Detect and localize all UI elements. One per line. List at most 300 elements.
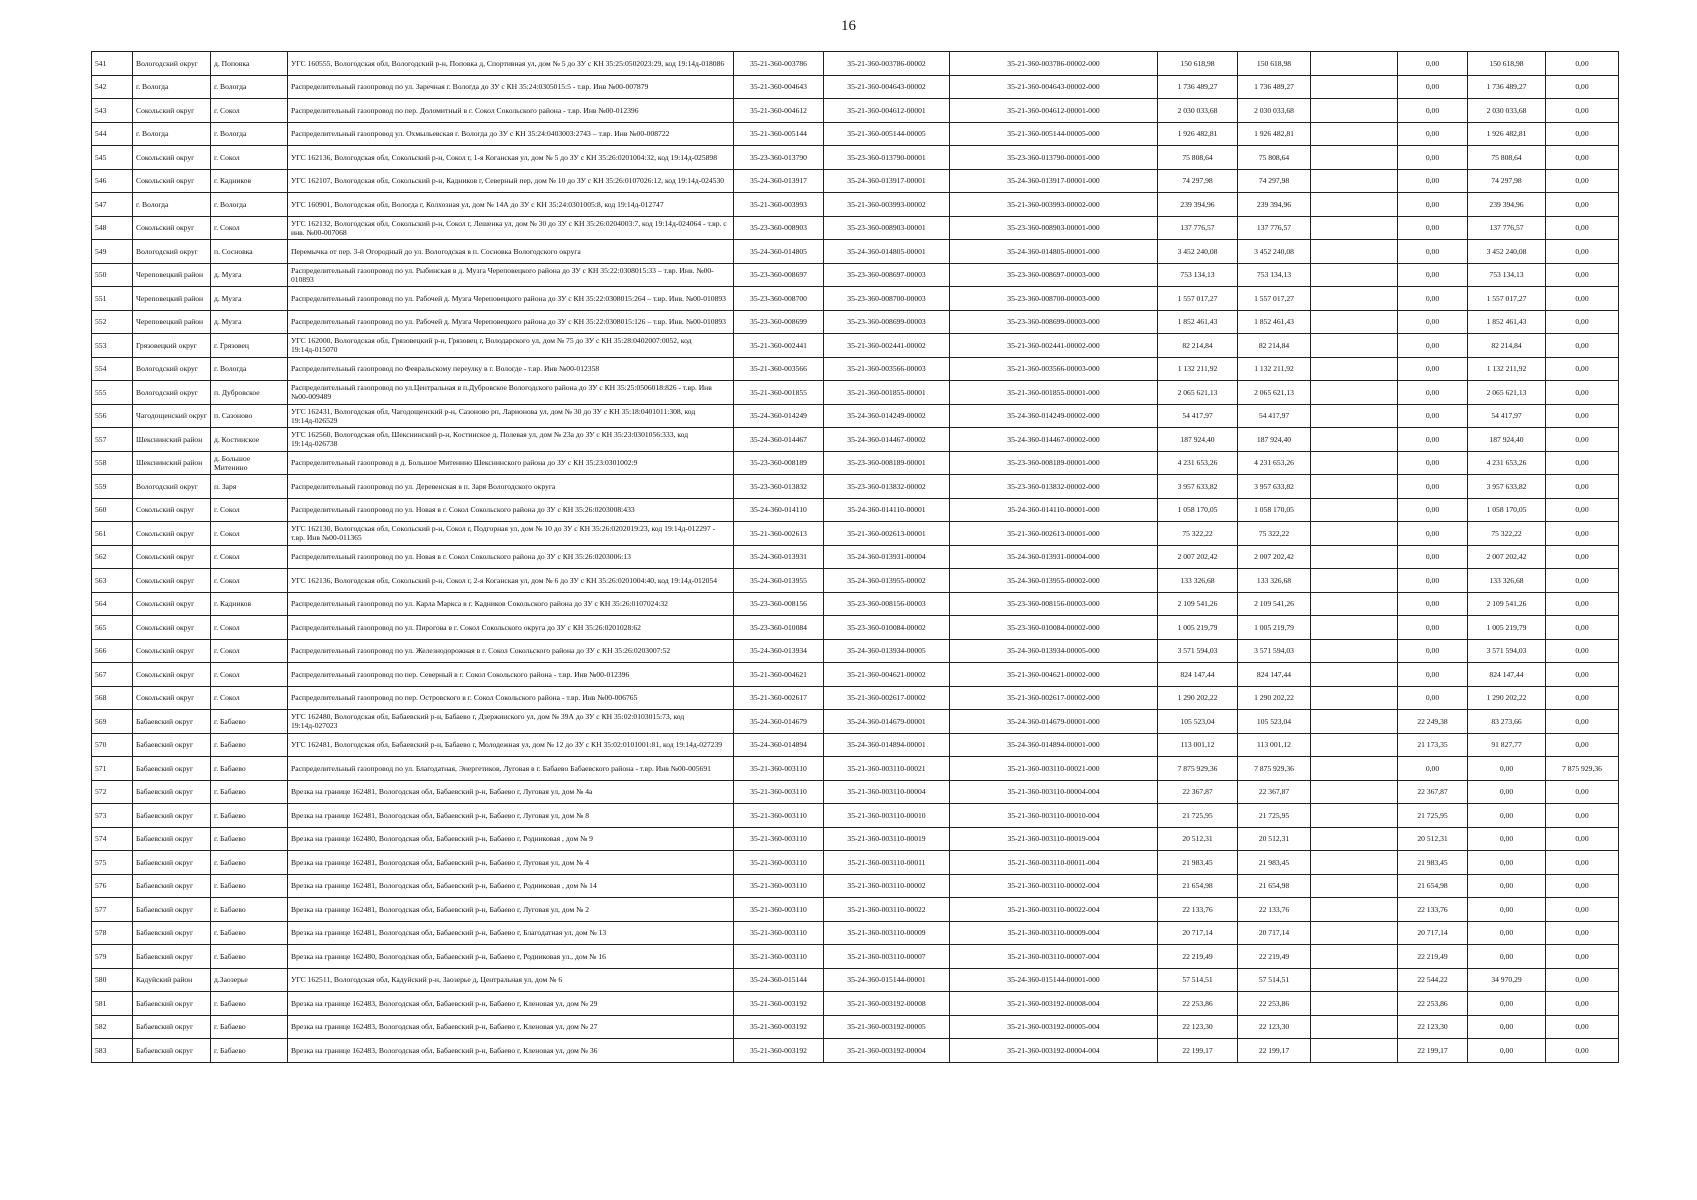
initial-cost-cell: 75 322,22 bbox=[1158, 522, 1238, 546]
object-description-cell: Врезка на границе 162481, Вологодская обл, Бабаевский р-н, Бабаево г, Родниковая , дом № 14 bbox=[288, 874, 734, 898]
object-description-cell: УГС 162560, Вологодская обл, Шекснинский р-н, Костинское д, Полевая ул, дом № 23а до ЗУ с КН 35:23:0301056:333, код 19:14д-026738 bbox=[288, 428, 734, 452]
initial-cost-cell: 74 297,98 bbox=[1158, 169, 1238, 193]
table-row bbox=[92, 757, 1619, 781]
municipality-cell: Вологодский округ bbox=[133, 52, 211, 76]
initial-cost-cell: 133 326,68 bbox=[1158, 569, 1238, 593]
object-code-cell: 35-23-360-008699-00003 bbox=[824, 310, 950, 334]
initial-cost-cell: 187 924,40 bbox=[1158, 428, 1238, 452]
cost-part-3-cell: 7 875 929,36 bbox=[1546, 757, 1619, 781]
object-code-cell: 35-24-360-014894-00001 bbox=[824, 733, 950, 757]
object-code-cell: 35-21-360-004621-00002 bbox=[824, 663, 950, 687]
object-code-cell: 35-21-360-002613-00001 bbox=[824, 522, 950, 546]
municipality-cell: Бабаевский округ bbox=[133, 1039, 211, 1063]
object-full-code-cell: 35-21-360-003110-00011-004 bbox=[950, 851, 1158, 875]
municipality-cell: Сокольский округ bbox=[133, 169, 211, 193]
object-full-code-cell: 35-24-360-013955-00002-000 bbox=[950, 569, 1158, 593]
cost-part-1-cell: 0,00 bbox=[1398, 592, 1468, 616]
settlement-cell: г. Бабаево bbox=[211, 804, 288, 828]
cost-part-3-cell: 0,00 bbox=[1546, 968, 1619, 992]
table-row bbox=[92, 1039, 1619, 1063]
cost-part-3-cell: 0,00 bbox=[1546, 381, 1619, 405]
settlement-cell: г. Вологда bbox=[211, 193, 288, 217]
row-number: 570 bbox=[92, 733, 133, 757]
total-cost-cell: 22 133,76 bbox=[1238, 898, 1311, 922]
object-code-cell: 35-24-360-013955-00002 bbox=[824, 569, 950, 593]
empty-cost-cell bbox=[1311, 992, 1398, 1016]
object-full-code-cell: 35-21-360-003110-00021-000 bbox=[950, 757, 1158, 781]
empty-cost-cell bbox=[1311, 522, 1398, 546]
settlement-cell: д. Костинское bbox=[211, 428, 288, 452]
empty-cost-cell bbox=[1311, 475, 1398, 499]
initial-cost-cell: 1 926 482,81 bbox=[1158, 122, 1238, 146]
table-row bbox=[92, 804, 1619, 828]
row-number: 553 bbox=[92, 334, 133, 358]
object-description-cell: Распределительный газопровод по ул. Новая в г. Сокол Сокольского района до ЗУ с КН 35:26:0203006:13 bbox=[288, 545, 734, 569]
total-cost-cell: 1 058 170,05 bbox=[1238, 498, 1311, 522]
table-row bbox=[92, 75, 1619, 99]
settlement-cell: г. Сокол bbox=[211, 569, 288, 593]
object-full-code-cell: 35-21-360-001855-00001-000 bbox=[950, 381, 1158, 405]
initial-cost-cell: 1 058 170,05 bbox=[1158, 498, 1238, 522]
inventory-number-cell: 35-21-360-003786 bbox=[734, 52, 824, 76]
empty-cost-cell bbox=[1311, 99, 1398, 123]
table-row bbox=[92, 898, 1619, 922]
cost-part-3-cell: 0,00 bbox=[1546, 1039, 1619, 1063]
table-row bbox=[92, 616, 1619, 640]
municipality-cell: Сокольский округ bbox=[133, 592, 211, 616]
object-description-cell: Врезка на границе 162480, Вологодская обл, Бабаевский р-н, Бабаево г, Родниковая , дом № 9 bbox=[288, 827, 734, 851]
object-description-cell: УГС 160555, Вологодская обл, Вологодский р-н, Поповка д, Спортивная ул, дом № 5 до ЗУ с КН 35:25:0502023:29, код 19:14д-018086 bbox=[288, 52, 734, 76]
row-number: 562 bbox=[92, 545, 133, 569]
empty-cost-cell bbox=[1311, 310, 1398, 334]
table-row bbox=[92, 874, 1619, 898]
cost-part-3-cell: 0,00 bbox=[1546, 663, 1619, 687]
empty-cost-cell bbox=[1311, 263, 1398, 287]
cost-part-2-cell: 0,00 bbox=[1468, 874, 1546, 898]
cost-part-2-cell: 0,00 bbox=[1468, 898, 1546, 922]
initial-cost-cell: 22 199,17 bbox=[1158, 1039, 1238, 1063]
object-full-code-cell: 35-21-360-003993-00002-000 bbox=[950, 193, 1158, 217]
total-cost-cell: 21 654,98 bbox=[1238, 874, 1311, 898]
object-description-cell: Распределительный газопровод по пер. Островского в г. Сокол Сокольского района - т.вр. Инв №00-006765 bbox=[288, 686, 734, 710]
table-row bbox=[92, 498, 1619, 522]
cost-part-1-cell: 21 983,45 bbox=[1398, 851, 1468, 875]
inventory-number-cell: 35-24-360-013931 bbox=[734, 545, 824, 569]
cost-part-2-cell: 75 322,22 bbox=[1468, 522, 1546, 546]
inventory-number-cell: 35-23-360-013790 bbox=[734, 146, 824, 170]
initial-cost-cell: 150 618,98 bbox=[1158, 52, 1238, 76]
settlement-cell: г. Бабаево bbox=[211, 945, 288, 969]
cost-part-3-cell: 0,00 bbox=[1546, 169, 1619, 193]
row-number: 575 bbox=[92, 851, 133, 875]
empty-cost-cell bbox=[1311, 921, 1398, 945]
initial-cost-cell: 21 654,98 bbox=[1158, 874, 1238, 898]
settlement-cell: п. Сосновка bbox=[211, 240, 288, 264]
object-description-cell: УГС 162431, Вологодская обл, Чагодощенский р-н, Сазоново рп, Ларионова ул, дом № 30 до ЗУ с КН 35:18:0401011:308, код 19:14д-026529 bbox=[288, 404, 734, 428]
initial-cost-cell: 54 417,97 bbox=[1158, 404, 1238, 428]
total-cost-cell: 22 199,17 bbox=[1238, 1039, 1311, 1063]
object-description-cell: УГС 162000, Вологодская обл, Грязовецкий р-н, Грязовец г, Володарского ул, дом № 75 до ЗУ с КН 35:28:0402007:0052, код 19:14д-015070 bbox=[288, 334, 734, 358]
empty-cost-cell bbox=[1311, 592, 1398, 616]
inventory-number-cell: 35-21-360-003110 bbox=[734, 780, 824, 804]
table-row bbox=[92, 710, 1619, 734]
cost-part-2-cell: 0,00 bbox=[1468, 804, 1546, 828]
total-cost-cell: 1 926 482,81 bbox=[1238, 122, 1311, 146]
empty-cost-cell bbox=[1311, 804, 1398, 828]
cost-part-2-cell: 82 214,84 bbox=[1468, 334, 1546, 358]
row-number: 582 bbox=[92, 1015, 133, 1039]
total-cost-cell: 20 512,31 bbox=[1238, 827, 1311, 851]
settlement-cell: г. Бабаево bbox=[211, 898, 288, 922]
inventory-number-cell: 35-24-360-014805 bbox=[734, 240, 824, 264]
row-number: 576 bbox=[92, 874, 133, 898]
cost-part-2-cell: 54 417,97 bbox=[1468, 404, 1546, 428]
empty-cost-cell bbox=[1311, 498, 1398, 522]
table-row bbox=[92, 733, 1619, 757]
row-number: 557 bbox=[92, 428, 133, 452]
total-cost-cell: 22 253,86 bbox=[1238, 992, 1311, 1016]
inventory-number-cell: 35-21-360-003110 bbox=[734, 804, 824, 828]
settlement-cell: г. Сокол bbox=[211, 545, 288, 569]
cost-part-1-cell: 0,00 bbox=[1398, 522, 1468, 546]
settlement-cell: г. Бабаево bbox=[211, 757, 288, 781]
object-full-code-cell: 35-21-360-003566-00003-000 bbox=[950, 357, 1158, 381]
settlement-cell: г. Грязовец bbox=[211, 334, 288, 358]
total-cost-cell: 2 007 202,42 bbox=[1238, 545, 1311, 569]
cost-part-3-cell: 0,00 bbox=[1546, 545, 1619, 569]
initial-cost-cell: 21 983,45 bbox=[1158, 851, 1238, 875]
municipality-cell: Сокольский округ bbox=[133, 663, 211, 687]
cost-part-3-cell: 0,00 bbox=[1546, 75, 1619, 99]
initial-cost-cell: 22 367,87 bbox=[1158, 780, 1238, 804]
initial-cost-cell: 239 394,96 bbox=[1158, 193, 1238, 217]
empty-cost-cell bbox=[1311, 545, 1398, 569]
municipality-cell: Бабаевский округ bbox=[133, 992, 211, 1016]
object-full-code-cell: 35-21-360-003786-00002-000 bbox=[950, 52, 1158, 76]
inventory-number-cell: 35-24-360-014679 bbox=[734, 710, 824, 734]
cost-part-3-cell: 0,00 bbox=[1546, 428, 1619, 452]
initial-cost-cell: 1 736 489,27 bbox=[1158, 75, 1238, 99]
object-code-cell: 35-21-360-003993-00002 bbox=[824, 193, 950, 217]
cost-part-1-cell: 22 219,49 bbox=[1398, 945, 1468, 969]
inventory-number-cell: 35-21-360-003566 bbox=[734, 357, 824, 381]
inventory-number-cell: 35-21-360-003110 bbox=[734, 757, 824, 781]
table-row bbox=[92, 122, 1619, 146]
row-number: 555 bbox=[92, 381, 133, 405]
cost-part-1-cell: 0,00 bbox=[1398, 193, 1468, 217]
object-full-code-cell: 35-21-360-003110-00009-004 bbox=[950, 921, 1158, 945]
settlement-cell: г. Сокол bbox=[211, 498, 288, 522]
total-cost-cell: 3 957 633,82 bbox=[1238, 475, 1311, 499]
total-cost-cell: 54 417,97 bbox=[1238, 404, 1311, 428]
cost-part-1-cell: 0,00 bbox=[1398, 334, 1468, 358]
municipality-cell: Сокольский округ bbox=[133, 686, 211, 710]
cost-part-3-cell: 0,00 bbox=[1546, 310, 1619, 334]
table-row bbox=[92, 52, 1619, 76]
cost-part-3-cell: 0,00 bbox=[1546, 921, 1619, 945]
settlement-cell: г. Сокол bbox=[211, 639, 288, 663]
cost-part-1-cell: 0,00 bbox=[1398, 428, 1468, 452]
initial-cost-cell: 1 005 219,79 bbox=[1158, 616, 1238, 640]
settlement-cell: д.Заозерье bbox=[211, 968, 288, 992]
table-row bbox=[92, 639, 1619, 663]
initial-cost-cell: 113 001,12 bbox=[1158, 733, 1238, 757]
row-number: 569 bbox=[92, 710, 133, 734]
municipality-cell: Вологодский округ bbox=[133, 240, 211, 264]
municipality-cell: Череповецкий район bbox=[133, 287, 211, 311]
object-description-cell: Распределительный газопровод по пер. Доломитный в г. Сокол Сокольского района - т.вр. Инв №00-012396 bbox=[288, 99, 734, 123]
object-code-cell: 35-24-360-014110-00001 bbox=[824, 498, 950, 522]
object-code-cell: 35-23-360-008189-00001 bbox=[824, 451, 950, 475]
empty-cost-cell bbox=[1311, 334, 1398, 358]
row-number: 563 bbox=[92, 569, 133, 593]
municipality-cell: Бабаевский округ bbox=[133, 851, 211, 875]
total-cost-cell: 1 290 202,22 bbox=[1238, 686, 1311, 710]
object-description-cell: УГС 162136, Вологодская обл, Сокольский р-н, Сокол г, 2-я Коганская ул, дом № 6 до ЗУ с КН 35:26:0201004:40, код 19:14д-012054 bbox=[288, 569, 734, 593]
total-cost-cell: 3 452 240,08 bbox=[1238, 240, 1311, 264]
initial-cost-cell: 2 065 621,13 bbox=[1158, 381, 1238, 405]
object-description-cell: Врезка на границе 162483, Вологодская обл, Бабаевский р-н, Бабаево г, Кленовая ул, дом № 29 bbox=[288, 992, 734, 1016]
table-row bbox=[92, 169, 1619, 193]
table-row bbox=[92, 240, 1619, 264]
object-full-code-cell: 35-21-360-004612-00001-000 bbox=[950, 99, 1158, 123]
initial-cost-cell: 2 109 541,26 bbox=[1158, 592, 1238, 616]
initial-cost-cell: 4 231 653,26 bbox=[1158, 451, 1238, 475]
object-full-code-cell: 35-23-360-010084-00002-000 bbox=[950, 616, 1158, 640]
cost-part-3-cell: 0,00 bbox=[1546, 193, 1619, 217]
object-code-cell: 35-21-360-003110-00009 bbox=[824, 921, 950, 945]
object-code-cell: 35-21-360-003110-00004 bbox=[824, 780, 950, 804]
cost-part-2-cell: 1 557 017,27 bbox=[1468, 287, 1546, 311]
object-code-cell: 35-23-360-013832-00002 bbox=[824, 475, 950, 499]
settlement-cell: г. Бабаево bbox=[211, 921, 288, 945]
cost-part-1-cell: 0,00 bbox=[1398, 757, 1468, 781]
total-cost-cell: 1 005 219,79 bbox=[1238, 616, 1311, 640]
inventory-number-cell: 35-24-360-013934 bbox=[734, 639, 824, 663]
cost-part-2-cell: 824 147,44 bbox=[1468, 663, 1546, 687]
row-number: 580 bbox=[92, 968, 133, 992]
inventory-number-cell: 35-21-360-003192 bbox=[734, 1015, 824, 1039]
municipality-cell: Бабаевский округ bbox=[133, 804, 211, 828]
cost-part-1-cell: 22 199,17 bbox=[1398, 1039, 1468, 1063]
cost-part-1-cell: 0,00 bbox=[1398, 287, 1468, 311]
initial-cost-cell: 22 219,49 bbox=[1158, 945, 1238, 969]
inventory-number-cell: 35-23-360-008697 bbox=[734, 263, 824, 287]
municipality-cell: Череповецкий район bbox=[133, 263, 211, 287]
cost-part-1-cell: 0,00 bbox=[1398, 569, 1468, 593]
object-code-cell: 35-24-360-014679-00001 bbox=[824, 710, 950, 734]
initial-cost-cell: 7 875 929,36 bbox=[1158, 757, 1238, 781]
object-code-cell: 35-24-360-014805-00001 bbox=[824, 240, 950, 264]
empty-cost-cell bbox=[1311, 216, 1398, 240]
object-full-code-cell: 35-21-360-003192-00008-004 bbox=[950, 992, 1158, 1016]
cost-part-1-cell: 22 249,38 bbox=[1398, 710, 1468, 734]
row-number: 564 bbox=[92, 592, 133, 616]
table-row bbox=[92, 945, 1619, 969]
initial-cost-cell: 3 571 594,03 bbox=[1158, 639, 1238, 663]
table-row bbox=[92, 428, 1619, 452]
cost-part-2-cell: 3 957 633,82 bbox=[1468, 475, 1546, 499]
registry-body bbox=[92, 52, 1619, 1063]
settlement-cell: г. Сокол bbox=[211, 686, 288, 710]
object-code-cell: 35-21-360-003192-00005 bbox=[824, 1015, 950, 1039]
municipality-cell: Бабаевский округ bbox=[133, 874, 211, 898]
total-cost-cell: 22 367,87 bbox=[1238, 780, 1311, 804]
initial-cost-cell: 22 123,30 bbox=[1158, 1015, 1238, 1039]
row-number: 568 bbox=[92, 686, 133, 710]
object-description-cell: УГС 162136, Вологодская обл, Сокольский р-н, Сокол г, 1-я Коганская ул, дом № 5 до ЗУ с КН 35:26:0201004:32, код 19:14д-025898 bbox=[288, 146, 734, 170]
settlement-cell: п. Сазоново bbox=[211, 404, 288, 428]
municipality-cell: Бабаевский округ bbox=[133, 921, 211, 945]
object-full-code-cell: 35-21-360-002617-00002-000 bbox=[950, 686, 1158, 710]
cost-part-1-cell: 0,00 bbox=[1398, 475, 1468, 499]
cost-part-1-cell: 0,00 bbox=[1398, 404, 1468, 428]
object-full-code-cell: 35-21-360-004621-00002-000 bbox=[950, 663, 1158, 687]
cost-part-1-cell: 0,00 bbox=[1398, 52, 1468, 76]
total-cost-cell: 105 523,04 bbox=[1238, 710, 1311, 734]
total-cost-cell: 1 736 489,27 bbox=[1238, 75, 1311, 99]
initial-cost-cell: 22 133,76 bbox=[1158, 898, 1238, 922]
cost-part-3-cell: 0,00 bbox=[1546, 592, 1619, 616]
table-row bbox=[92, 1015, 1619, 1039]
row-number: 556 bbox=[92, 404, 133, 428]
cost-part-1-cell: 0,00 bbox=[1398, 75, 1468, 99]
object-full-code-cell: 35-24-360-014679-00001-000 bbox=[950, 710, 1158, 734]
cost-part-3-cell: 0,00 bbox=[1546, 475, 1619, 499]
object-full-code-cell: 35-21-360-003192-00005-004 bbox=[950, 1015, 1158, 1039]
cost-part-1-cell: 0,00 bbox=[1398, 663, 1468, 687]
settlement-cell: д. Поповка bbox=[211, 52, 288, 76]
object-code-cell: 35-23-360-008903-00001 bbox=[824, 216, 950, 240]
object-description-cell: Врезка на границе 162480, Вологодская обл, Бабаевский р-н, Бабаево г, Родниковая ул., дом № 16 bbox=[288, 945, 734, 969]
inventory-number-cell: 35-23-360-008189 bbox=[734, 451, 824, 475]
object-code-cell: 35-21-360-001855-00001 bbox=[824, 381, 950, 405]
inventory-number-cell: 35-24-360-013955 bbox=[734, 569, 824, 593]
cost-part-3-cell: 0,00 bbox=[1546, 216, 1619, 240]
row-number: 554 bbox=[92, 357, 133, 381]
initial-cost-cell: 2 007 202,42 bbox=[1158, 545, 1238, 569]
object-full-code-cell: 35-24-360-014805-00001-000 bbox=[950, 240, 1158, 264]
row-number: 546 bbox=[92, 169, 133, 193]
row-number: 552 bbox=[92, 310, 133, 334]
total-cost-cell: 1 132 211,92 bbox=[1238, 357, 1311, 381]
cost-part-3-cell: 0,00 bbox=[1546, 874, 1619, 898]
total-cost-cell: 137 776,57 bbox=[1238, 216, 1311, 240]
cost-part-2-cell: 753 134,13 bbox=[1468, 263, 1546, 287]
cost-part-2-cell: 1 005 219,79 bbox=[1468, 616, 1546, 640]
cost-part-2-cell: 0,00 bbox=[1468, 757, 1546, 781]
registry-table bbox=[91, 51, 1619, 1063]
row-number: 574 bbox=[92, 827, 133, 851]
object-description-cell: Распределительный газопровод по ул. Карла Маркса в г. Кадников Сокольского района до ЗУ с КН 35:26:0107024:32 bbox=[288, 592, 734, 616]
total-cost-cell: 75 808,64 bbox=[1238, 146, 1311, 170]
inventory-number-cell: 35-21-360-003110 bbox=[734, 945, 824, 969]
object-description-cell: Распределительный газопровод по пер. Северный в г. Сокол Сокольского района - т.вр. Инв №00-012396 bbox=[288, 663, 734, 687]
settlement-cell: г. Сокол bbox=[211, 616, 288, 640]
municipality-cell: Грязовецкий округ bbox=[133, 334, 211, 358]
municipality-cell: Бабаевский округ bbox=[133, 780, 211, 804]
inventory-number-cell: 35-21-360-002613 bbox=[734, 522, 824, 546]
object-description-cell: Распределительный газопровод по ул. Пирогова в г. Сокол Сокольского округа до ЗУ с КН 35:26:0201028:62 bbox=[288, 616, 734, 640]
row-number: 551 bbox=[92, 287, 133, 311]
cost-part-2-cell: 91 827,77 bbox=[1468, 733, 1546, 757]
cost-part-3-cell: 0,00 bbox=[1546, 52, 1619, 76]
table-row bbox=[92, 851, 1619, 875]
cost-part-3-cell: 0,00 bbox=[1546, 334, 1619, 358]
page-number: 16 bbox=[841, 18, 856, 34]
object-description-cell: Распределительный газопровод по Февральскому переулку в г. Вологде - т.вр. Инв №00-012358 bbox=[288, 357, 734, 381]
municipality-cell: Чагодощенский округ bbox=[133, 404, 211, 428]
object-code-cell: 35-23-360-013790-00001 bbox=[824, 146, 950, 170]
settlement-cell: г. Кадников bbox=[211, 592, 288, 616]
cost-part-3-cell: 0,00 bbox=[1546, 1015, 1619, 1039]
cost-part-1-cell: 0,00 bbox=[1398, 122, 1468, 146]
object-code-cell: 35-21-360-004612-00001 bbox=[824, 99, 950, 123]
inventory-number-cell: 35-21-360-004621 bbox=[734, 663, 824, 687]
object-full-code-cell: 35-24-360-013931-00004-000 bbox=[950, 545, 1158, 569]
settlement-cell: г. Вологда bbox=[211, 75, 288, 99]
object-code-cell: 35-21-360-003110-00010 bbox=[824, 804, 950, 828]
object-code-cell: 35-24-360-013931-00004 bbox=[824, 545, 950, 569]
object-full-code-cell: 35-21-360-002613-00001-000 bbox=[950, 522, 1158, 546]
table-row bbox=[92, 827, 1619, 851]
initial-cost-cell: 2 030 033,68 bbox=[1158, 99, 1238, 123]
cost-part-2-cell: 1 852 461,43 bbox=[1468, 310, 1546, 334]
total-cost-cell: 4 231 653,26 bbox=[1238, 451, 1311, 475]
settlement-cell: п. Заря bbox=[211, 475, 288, 499]
inventory-number-cell: 35-21-360-004643 bbox=[734, 75, 824, 99]
municipality-cell: Бабаевский округ bbox=[133, 945, 211, 969]
total-cost-cell: 1 852 461,43 bbox=[1238, 310, 1311, 334]
total-cost-cell: 2 030 033,68 bbox=[1238, 99, 1311, 123]
municipality-cell: Сокольский округ bbox=[133, 569, 211, 593]
cost-part-2-cell: 0,00 bbox=[1468, 780, 1546, 804]
cost-part-1-cell: 0,00 bbox=[1398, 146, 1468, 170]
empty-cost-cell bbox=[1311, 827, 1398, 851]
cost-part-3-cell: 0,00 bbox=[1546, 122, 1619, 146]
total-cost-cell: 133 326,68 bbox=[1238, 569, 1311, 593]
total-cost-cell: 187 924,40 bbox=[1238, 428, 1311, 452]
object-full-code-cell: 35-24-360-015144-00001-000 bbox=[950, 968, 1158, 992]
row-number: 550 bbox=[92, 263, 133, 287]
municipality-cell: Сокольский округ bbox=[133, 498, 211, 522]
inventory-number-cell: 35-21-360-004612 bbox=[734, 99, 824, 123]
object-code-cell: 35-24-360-014249-00002 bbox=[824, 404, 950, 428]
object-description-cell: Распределительный газопровод по ул. Заречная г. Вологда до ЗУ с КН 35:24:0305015:5 - т.вр. Инв №00-007879 bbox=[288, 75, 734, 99]
total-cost-cell: 20 717,14 bbox=[1238, 921, 1311, 945]
inventory-number-cell: 35-21-360-003993 bbox=[734, 193, 824, 217]
initial-cost-cell: 1 852 461,43 bbox=[1158, 310, 1238, 334]
table-row bbox=[92, 475, 1619, 499]
object-description-cell: Врезка на границе 162481, Вологодская обл, Бабаевский р-н, Бабаево г, Луговая ул, дом № 4а bbox=[288, 780, 734, 804]
object-full-code-cell: 35-24-360-014894-00001-000 bbox=[950, 733, 1158, 757]
row-number: 545 bbox=[92, 146, 133, 170]
municipality-cell: Бабаевский округ bbox=[133, 733, 211, 757]
municipality-cell: Сокольский округ bbox=[133, 99, 211, 123]
table-row bbox=[92, 381, 1619, 405]
row-number: 573 bbox=[92, 804, 133, 828]
settlement-cell: г. Вологда bbox=[211, 357, 288, 381]
empty-cost-cell bbox=[1311, 357, 1398, 381]
table-row bbox=[92, 522, 1619, 546]
total-cost-cell: 150 618,98 bbox=[1238, 52, 1311, 76]
initial-cost-cell: 20 717,14 bbox=[1158, 921, 1238, 945]
cost-part-3-cell: 0,00 bbox=[1546, 357, 1619, 381]
object-full-code-cell: 35-24-360-014249-00002-000 bbox=[950, 404, 1158, 428]
settlement-cell: г. Бабаево bbox=[211, 1039, 288, 1063]
object-full-code-cell: 35-23-360-008697-00003-000 bbox=[950, 263, 1158, 287]
inventory-number-cell: 35-24-360-014249 bbox=[734, 404, 824, 428]
